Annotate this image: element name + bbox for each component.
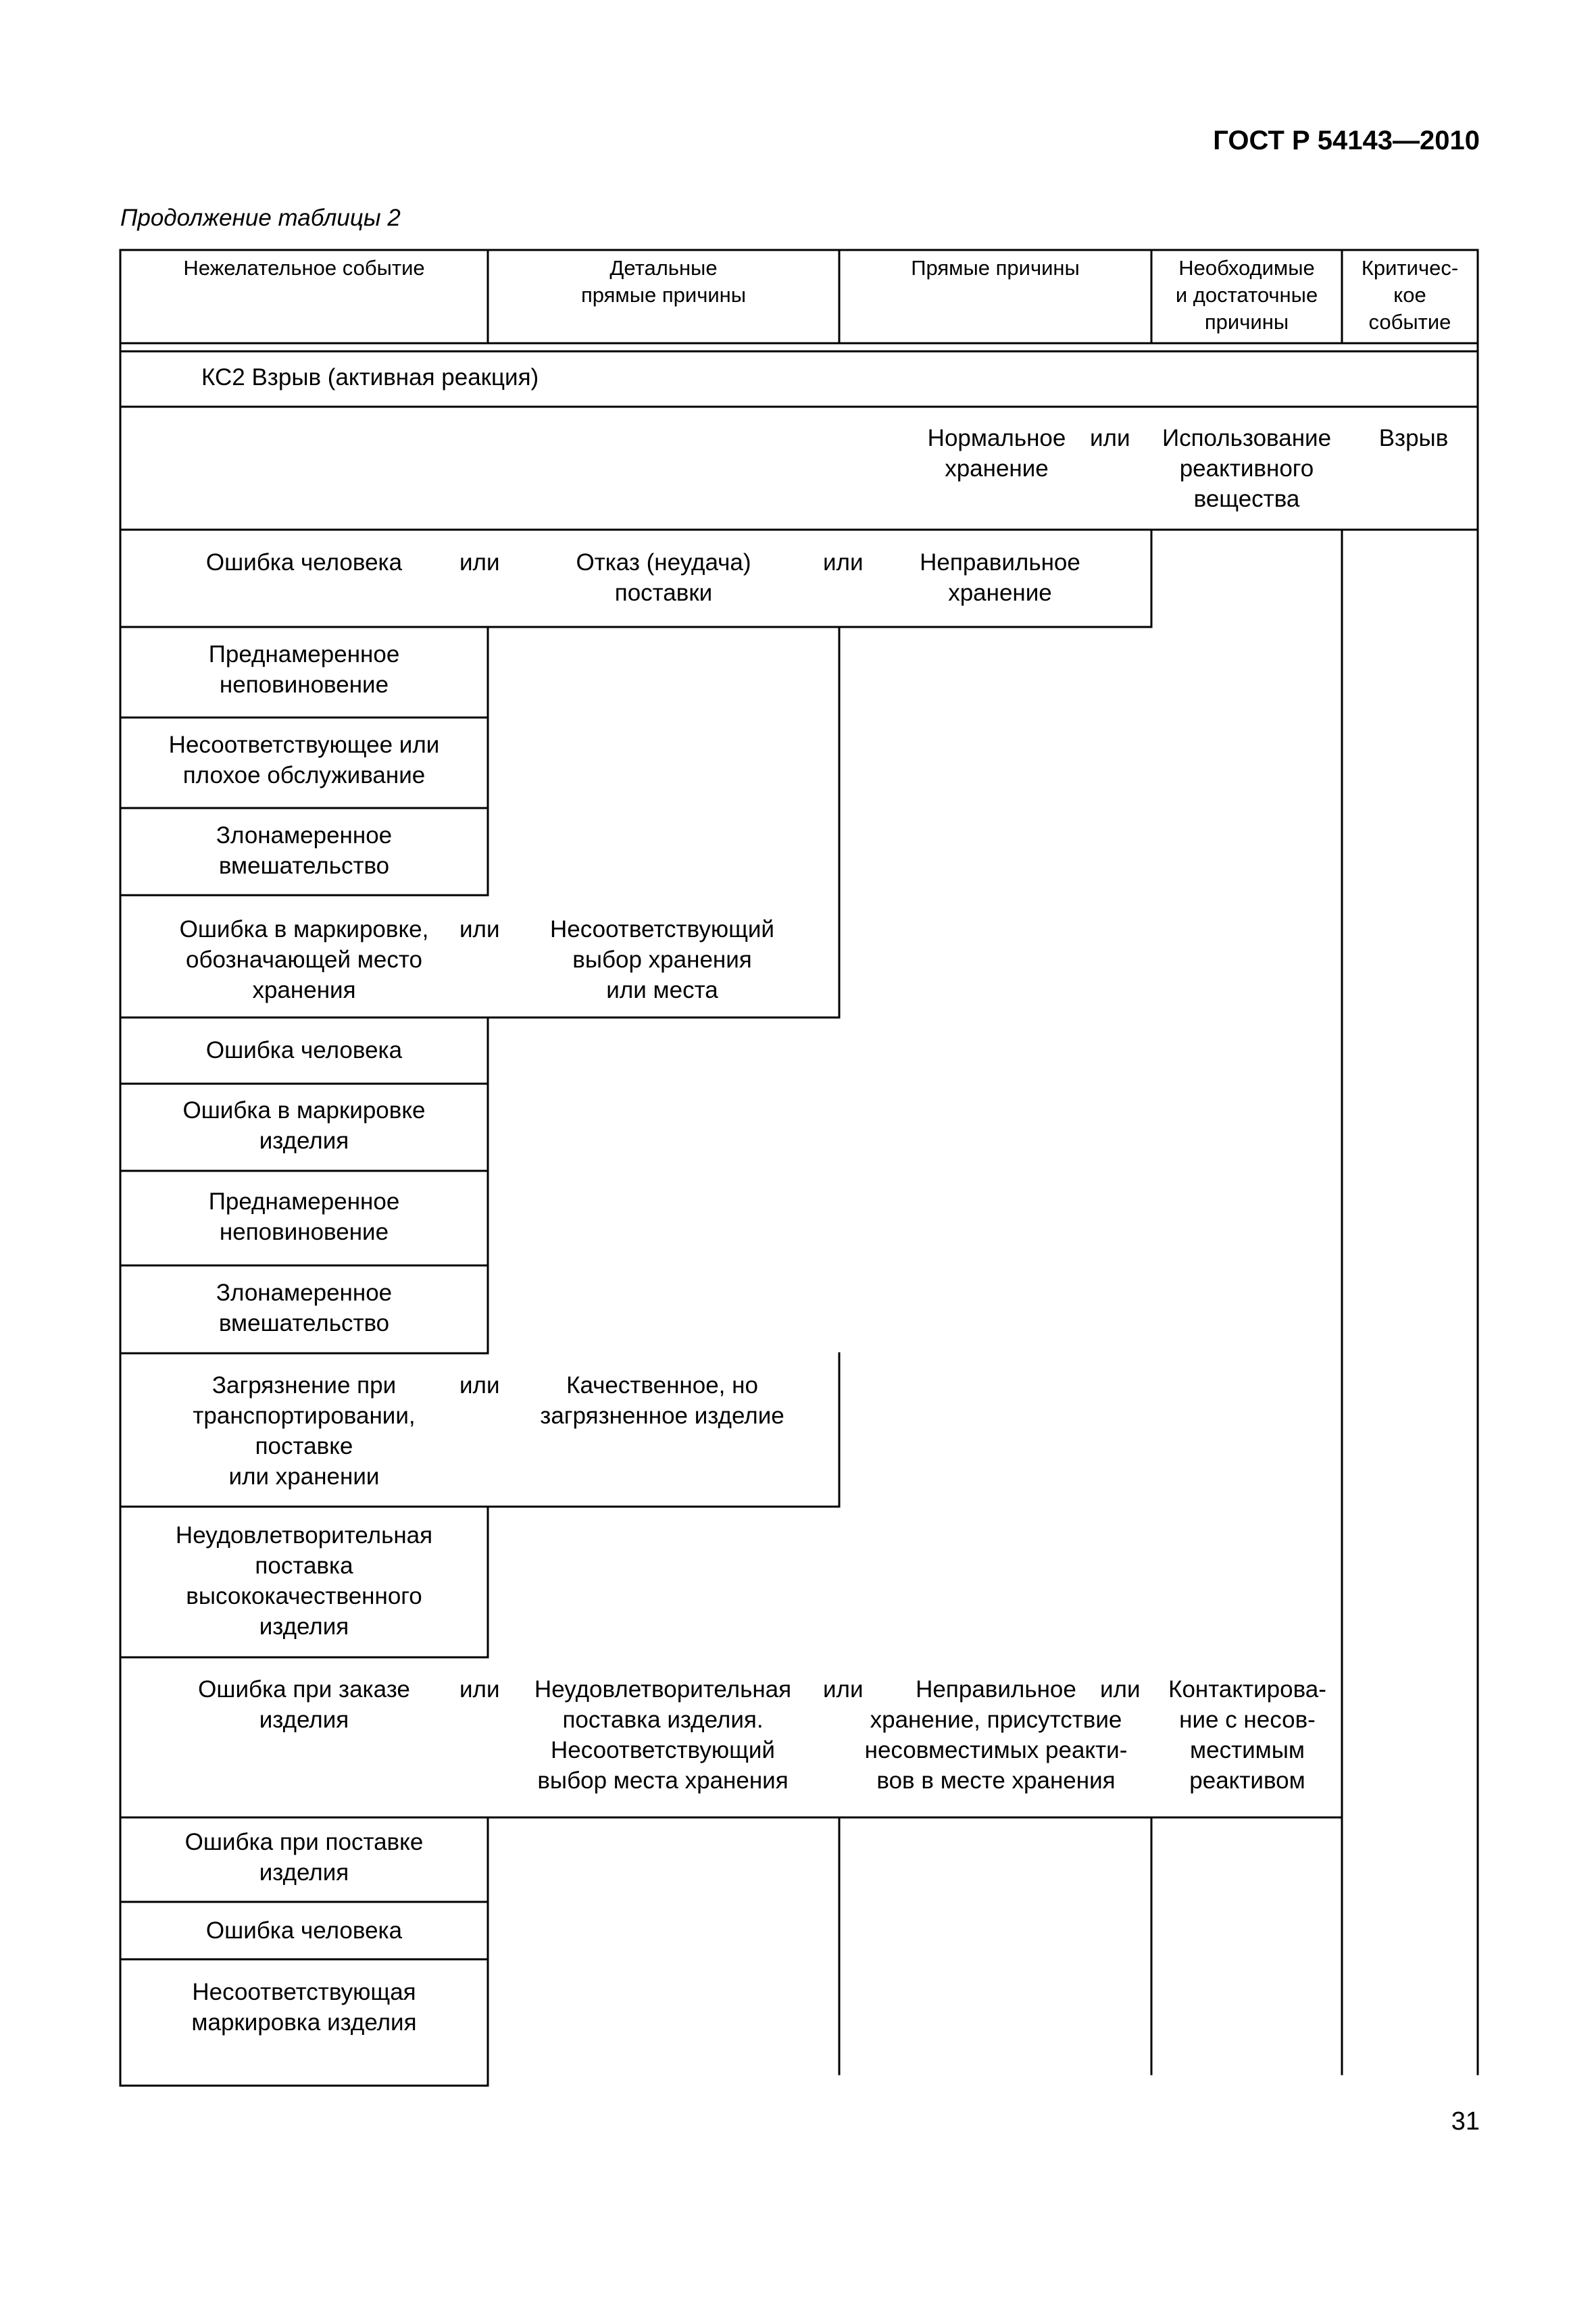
order-detailed-cause: Неудовлетворительная поставка изделия. Несоответствующий выбор места хранения (534, 1676, 792, 1794)
order-necessary-cause: Контактирова- ние с несов- местимым реактивом (1168, 1676, 1326, 1794)
list-item: Злонамеренное вмешательство (216, 1280, 393, 1336)
connector-or: или (823, 549, 864, 576)
list-item: Ошибка при поставке изделия (184, 1829, 424, 1886)
top-direct-cause: Нормальное хранение (927, 425, 1066, 482)
table-caption: Продолжение таблицы 2 (120, 205, 401, 231)
labeling-detailed-cause: Несоответствующий выбор хранения или места (550, 916, 774, 1003)
list-item: Преднамеренное неповиновение (208, 1188, 400, 1245)
standard-number: ГОСТ Р 54143—2010 (1213, 126, 1480, 155)
col-header-direct-causes: Прямые причины (911, 256, 1080, 280)
list-item: Ошибка в маркировке изделия (182, 1097, 426, 1154)
col-header-detailed-causes: Детальные прямые причины (580, 256, 747, 307)
top-critical-event: Взрыв (1378, 425, 1449, 451)
list-item: Злонамеренное вмешательство (216, 822, 393, 879)
page-number: 31 (1451, 2107, 1480, 2136)
connector-or: или (1100, 1676, 1141, 1703)
labeling-event: Ошибка в маркировке, обозначающей место хранения (179, 916, 429, 1003)
col-header-necessary-causes: Необходимые и достаточные причины (1175, 256, 1318, 334)
supply-detailed-cause: Отказ (неудача) поставки (576, 549, 751, 606)
contamination-detailed-cause: Качественное, но загрязненное изделие (540, 1372, 784, 1429)
col-header-critical-event: Критичес- кое событие (1361, 256, 1459, 334)
supply-event: Ошибка человека (205, 549, 403, 576)
top-necessary-cause: Использование реактивного вещества (1162, 425, 1332, 512)
connector-or: или (459, 549, 500, 576)
list-item: Неудовлетворительная поставка высококачественного изделия (175, 1522, 433, 1640)
supply-direct-cause: Неправильное хранение (920, 549, 1080, 606)
list-item: Ошибка человека (205, 1037, 403, 1063)
connector-or: или (823, 1676, 864, 1703)
connector-or: или (1090, 425, 1130, 451)
col-header-undesired-event: Нежелательное событие (183, 256, 425, 280)
list-item: Преднамеренное неповиновение (208, 641, 400, 698)
list-item: Несоответствующее или плохое обслуживание (168, 732, 440, 788)
order-event: Ошибка при заказе изделия (198, 1676, 410, 1733)
list-item: Ошибка человека (205, 1917, 403, 1944)
connector-or: или (459, 1372, 500, 1399)
section-title: КС2 Взрыв (активная реакция) (201, 364, 539, 391)
contamination-event: Загрязнение при транспортировании, поставке или хранении (193, 1372, 416, 1490)
order-direct-cause: Неправильное хранение, присутствие несовместимых реакти- вов в месте хранения (864, 1676, 1128, 1794)
connector-or: или (459, 1676, 500, 1703)
list-item: Несоответствующая маркировка изделия (191, 1979, 417, 2036)
connector-or: или (459, 916, 500, 942)
